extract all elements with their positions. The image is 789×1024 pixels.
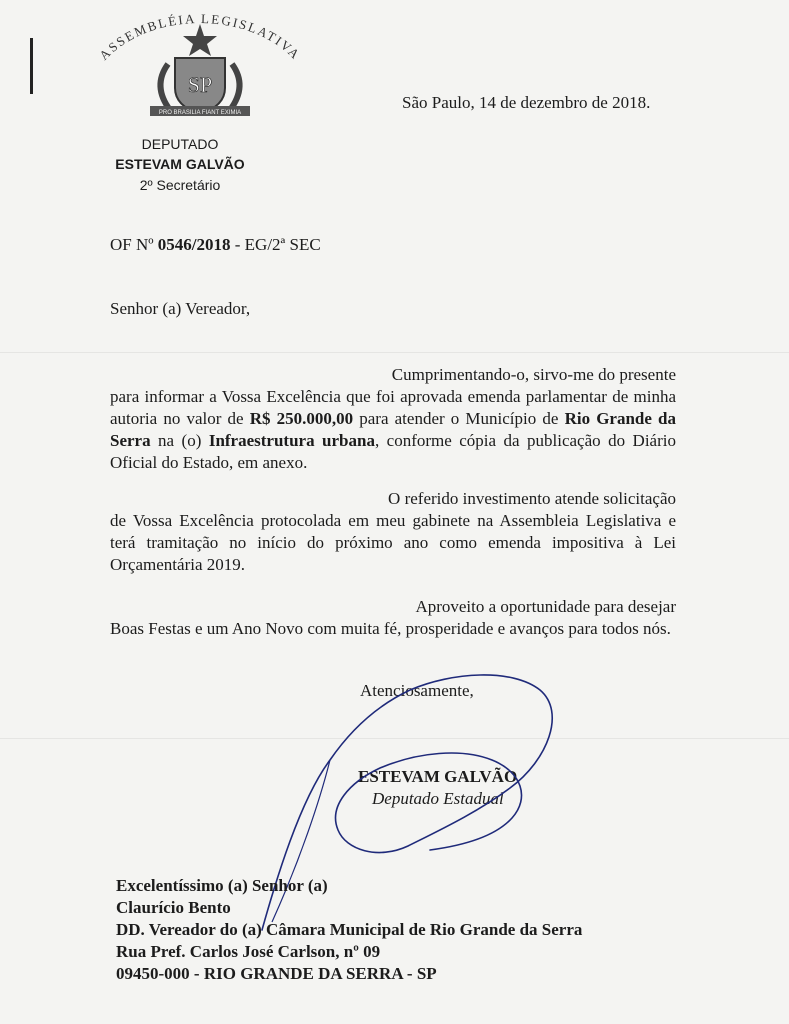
addressee-city: 09450-000 - RIO GRANDE DA SERRA - SP [116,964,437,983]
signer-name: ESTEVAM GALVÃO [358,767,518,786]
salutation: Senhor (a) Vereador, [110,299,251,318]
paragraph-3-first-line: Aproveito a oportunidade para desejar [415,597,676,616]
paragraph-3: Boas Festas e um Ano Novo com muita fé, prosperidade e avanços para todos nós. [110,619,671,638]
paragraph-2: de Vossa Excelência protocolada em meu gabinete na Assembleia Legislativa e terá tramitação no início do próximo ano como emenda impositiva à Lei Orçamentária 2019. [110,511,676,574]
paragraph-1: para informar a Vossa Excelência que foi aprovada emenda parlamentar de minha autoria no valor de R$ 250.000,00 para atender o Município de Rio Grande da Serra na (o) Infraestrutura urbana, conforme cópia da publicação do Diário Oficial do Estado, em anexo. [110,387,676,472]
sender-name: ESTEVAM GALVÃO [115,156,245,172]
letter-date: São Paulo, 14 de dezembro de 2018. [402,93,651,112]
paragraph-1-first-line: Cumprimentando-o, sirvo-me do presente [391,365,676,384]
sender-position: 2º Secretário [139,177,221,193]
addressee-office: DD. Vereador do (a) Câmara Municipal de Rio Grande da Serra [116,920,583,939]
sender-role: DEPUTADO [141,136,219,152]
paragraph-2-first-line: O referido investimento atende solicitação [388,489,676,508]
seal-arc-text: ASSEMBLÉIA LEGISLATIVA [96,10,304,63]
addressee-name: Claurício Bento [116,898,231,917]
assembly-seal-icon [80,6,320,126]
seal-shield-text: SP [187,72,213,97]
closing: Atenciosamente, [360,681,474,700]
paper-fold-line [0,738,789,739]
addressee-street: Rua Pref. Carlos José Carlson, nº 09 [116,942,381,961]
margin-mark [30,38,33,94]
signer-title: Deputado Estadual [372,789,504,808]
paper-fold-line [0,352,789,353]
reference-number: OF Nº 0546/2018 - EG/2ª SEC [110,235,321,254]
addressee-greeting: Excelentíssimo (a) Senhor (a) [116,876,328,895]
seal-ribbon-text: PRO BRASILIA FIANT EXIMIA [158,110,242,116]
